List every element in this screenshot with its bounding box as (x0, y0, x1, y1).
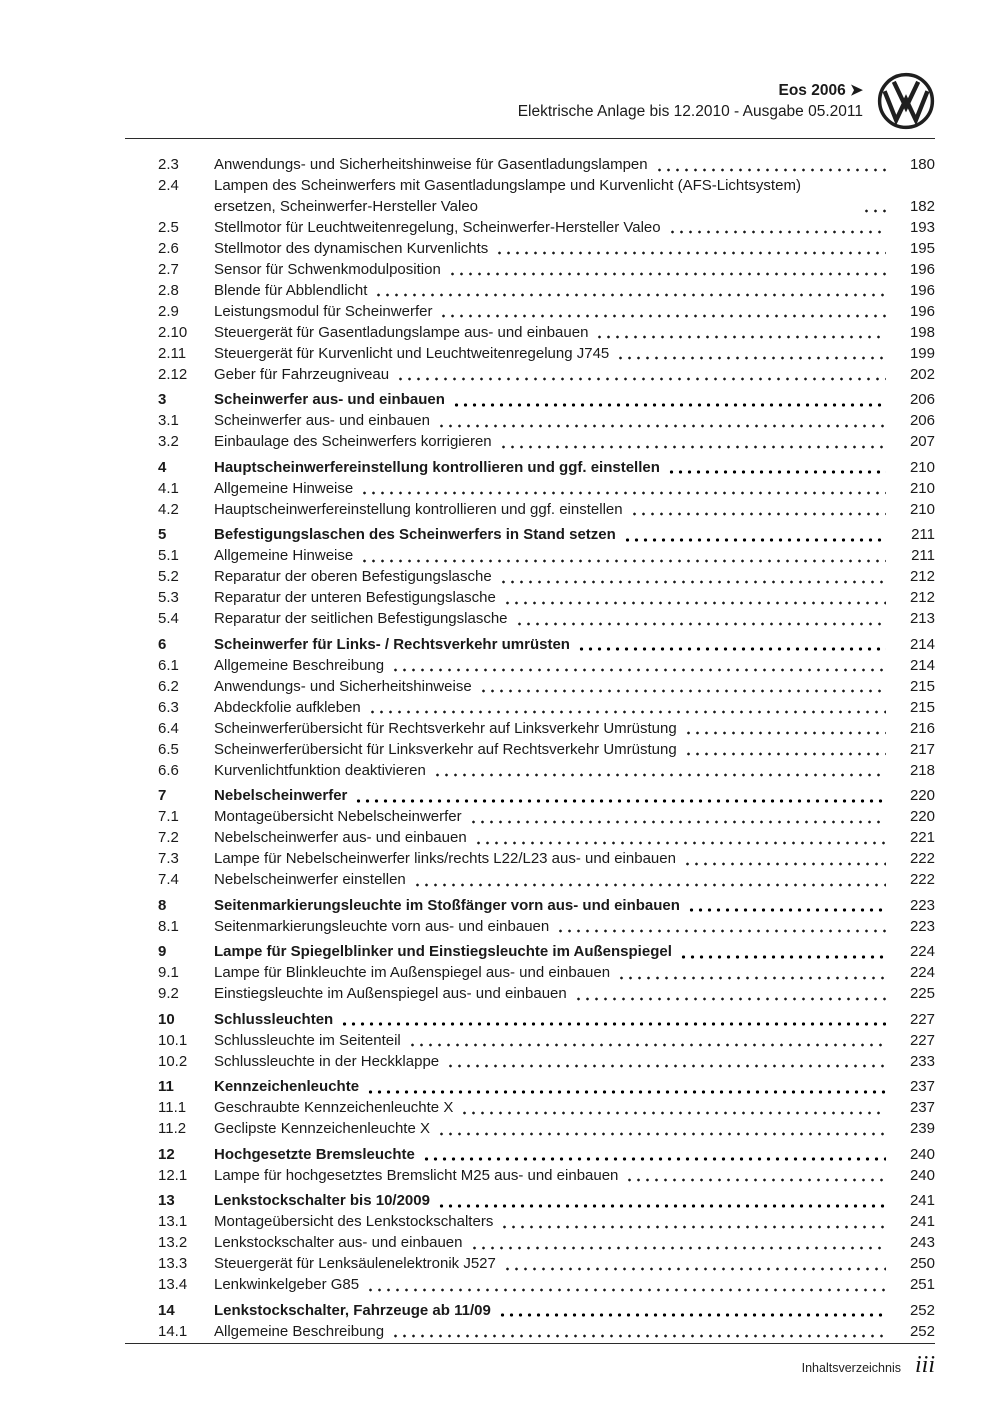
toc-entry-number: 6.2 (158, 677, 179, 695)
toc-entry-page: 217 (909, 740, 935, 758)
toc-entry-page: 252 (909, 1322, 935, 1340)
toc-entry-page: 237 (909, 1099, 935, 1116)
toc-entry-title: Nebelscheinwerfer aus- und einbauen (214, 829, 467, 846)
toc-entry-page: 211 (911, 526, 935, 543)
toc-entry (158, 719, 935, 740)
toc-entry-number: 5 (158, 526, 167, 543)
toc-entry-title: Befestigungslaschen des Scheinwerfers in Stand setzen (214, 526, 616, 543)
toc-entry-page: 207 (909, 433, 935, 450)
toc-entry (158, 390, 935, 411)
toc-entry-title: Scheinwerferübersicht für Rechtsverkehr auf Linksverkehr Umrüstung (214, 719, 677, 737)
toc-entry-page: 252 (909, 1301, 935, 1319)
toc-entry-number: 5.1 (158, 547, 179, 564)
dot-leader (630, 512, 886, 516)
toc-entry-title: Nebelscheinwerfer (214, 787, 348, 804)
toc-entry-number: 7.2 (158, 829, 179, 846)
toc-entry-title: Seitenmarkierungsleuchte im Stoßfänger vorn aus- und einbauen (214, 896, 680, 914)
toc-entry-page: 215 (909, 677, 935, 695)
toc-entry-page: 199 (909, 344, 935, 362)
toc-entry-number: 6.1 (158, 656, 179, 674)
toc-entry-title: Scheinwerferübersicht für Linksverkehr auf Rechtsverkehr Umrüstung (214, 740, 677, 758)
dot-leader (623, 538, 886, 542)
toc-entry-title: Reparatur der oberen Befestigungslasche (214, 568, 492, 585)
toc-entry (158, 281, 935, 302)
dot-leader (391, 668, 886, 672)
toc-entry-number: 13.3 (158, 1255, 188, 1272)
dot-leader (340, 1022, 886, 1026)
toc-entry-page: 216 (909, 719, 935, 737)
toc-entry-title: Schlussleuchte im Seitenteil (214, 1031, 401, 1049)
toc-entry (158, 963, 935, 984)
dot-leader (616, 356, 886, 360)
toc-entry (158, 411, 935, 432)
toc-entry-page: 237 (909, 1078, 935, 1095)
toc-entry-page: 220 (909, 787, 935, 804)
dot-leader (437, 1204, 886, 1208)
toc-entry (158, 635, 935, 656)
dot-leader (446, 1064, 886, 1068)
toc-entry (158, 365, 935, 386)
toc-entry (158, 432, 935, 453)
toc-entry-title: Lampe für Blinkleuchte im Außenspiegel aus- und einbauen (214, 964, 611, 981)
dot-leader (452, 403, 886, 407)
toc-entry-page: 250 (909, 1255, 935, 1272)
toc-entry (158, 677, 935, 698)
toc-entry-title: Montageübersicht des Lenkstockschalters (214, 1213, 494, 1230)
toc-entry-number: 2.7 (158, 260, 179, 278)
toc-entry-number: 4 (158, 458, 167, 476)
toc-entry-page: 224 (909, 964, 935, 981)
dot-leader (503, 1267, 886, 1271)
toc-entry-page: 233 (909, 1052, 935, 1070)
toc-entry-number: 6.6 (158, 761, 179, 779)
dot-leader (577, 647, 886, 651)
dot-leader (683, 862, 886, 866)
toc-entry-number: 3.1 (158, 412, 179, 429)
dot-leader (495, 251, 886, 255)
dot-leader (498, 1313, 886, 1317)
toc-entry (158, 942, 935, 963)
toc-entry-page: 221 (909, 829, 935, 846)
toc-entry (158, 1301, 935, 1322)
toc-entry (158, 1098, 935, 1119)
toc-entry-number: 2.3 (158, 156, 179, 173)
toc-entry-number: 10.1 (158, 1031, 188, 1049)
toc-entry-number: 2.5 (158, 218, 179, 236)
toc-entry-page: 225 (909, 985, 935, 1002)
toc-entry-title: Schlussleuchte in der Heckklappe (214, 1052, 440, 1070)
toc-entry-number: 6.5 (158, 740, 179, 758)
toc-entry-title: Stellmotor für Leuchtweitenregelung, Scheinwerfer-Hersteller Valeo (214, 218, 661, 236)
dot-leader (433, 773, 886, 777)
toc-entry-page: 213 (909, 610, 935, 627)
toc-entry (158, 870, 935, 891)
toc-entry-page: 222 (909, 850, 935, 867)
toc-entry-page: 198 (909, 323, 935, 341)
toc-entry-title: Scheinwerfer aus- und einbauen (214, 412, 430, 429)
toc-entry-page: 222 (909, 871, 935, 888)
toc-entry-title: Lampe für Spiegelblinker und Einstiegsleuchte im Außenspiegel (214, 943, 672, 960)
toc-entry-title: Lenkstockschalter, Fahrzeuge ab 11/09 (214, 1301, 491, 1319)
toc-entry-number: 9 (158, 943, 167, 960)
toc-entry-number: 4.2 (158, 500, 179, 518)
toc-entry-page: 240 (909, 1145, 935, 1163)
toc-entry-number: 13.4 (158, 1276, 188, 1293)
toc-entry (158, 1254, 935, 1275)
toc-entry-number: 12 (158, 1145, 175, 1163)
toc-entry (158, 849, 935, 870)
page-header (125, 72, 935, 139)
toc-entry-page: 241 (909, 1213, 935, 1230)
dot-leader (437, 1132, 886, 1136)
dot-leader (374, 293, 886, 297)
toc-entry-page: 193 (909, 218, 935, 236)
toc-entry (158, 1010, 935, 1031)
toc-entry-title: Allgemeine Beschreibung (214, 1322, 385, 1340)
dot-leader (617, 976, 886, 980)
toc-entry-number: 2.8 (158, 281, 179, 299)
toc-entry (158, 1031, 935, 1052)
toc-entry-title: Allgemeine Beschreibung (214, 656, 385, 674)
toc-entry-number: 2.4 (158, 177, 179, 194)
toc-entry-page: 211 (911, 547, 935, 564)
toc-entry-page: 195 (909, 239, 935, 257)
toc-entry (158, 546, 935, 567)
toc-entry-title: Anwendungs- und Sicherheitshinweise für Gasentladungslampen (214, 156, 648, 173)
dot-leader (668, 230, 886, 234)
toc-entry-page: 180 (909, 156, 935, 173)
toc-entry (158, 458, 935, 479)
toc-entry-number: 2.10 (158, 323, 188, 341)
toc-entry-number: 2.6 (158, 239, 179, 257)
toc-entry-page: 196 (909, 281, 935, 299)
toc-entry-number: 2.11 (158, 344, 187, 362)
toc-entry-number: 5.4 (158, 610, 179, 627)
toc-entry-title: Reparatur der unteren Befestigungslasche (214, 589, 496, 606)
toc-entry-title: Lenkstockschalter aus- und einbauen (214, 1234, 463, 1251)
dot-leader (391, 1334, 886, 1338)
toc-entry-page: 241 (909, 1192, 935, 1209)
toc-entry-number: 4.1 (158, 479, 179, 497)
toc-entry-title: Seitenmarkierungsleuchte vorn aus- und einbauen (214, 917, 550, 935)
toc-entry-page: 212 (909, 568, 935, 585)
toc-entry-title: Lampe für hochgesetztes Bremslicht M25 aus- und einbauen (214, 1166, 619, 1184)
dot-leader (499, 445, 886, 449)
toc-entry-page: 210 (909, 458, 935, 476)
toc-entry (158, 323, 935, 344)
toc-entry-title: Lenkstockschalter bis 10/2009 (214, 1192, 430, 1209)
toc-entry (158, 567, 935, 588)
toc-entry-title: Lampe für Nebelscheinwerfer links/rechts L22/L23 aus- und einbauen (214, 850, 676, 867)
dot-leader (413, 883, 886, 887)
toc-entry-title: Hauptscheinwerfereinstellung kontrollieren und ggf. einstellen (214, 500, 623, 518)
toc-entry-title: Stellmotor des dynamischen Kurvenlichts (214, 239, 489, 257)
toc-entry-number: 11.2 (158, 1120, 187, 1137)
toc-entry (158, 1052, 935, 1073)
toc-entry-title: Kurvenlichtfunktion deaktivieren (214, 761, 426, 779)
toc-entry (158, 1322, 935, 1343)
toc-entry-number: 10 (158, 1010, 175, 1028)
toc-entry-number: 10.2 (158, 1052, 188, 1070)
toc-entry (158, 609, 935, 630)
toc-entry (158, 786, 935, 807)
toc-entry-number: 6 (158, 635, 167, 653)
toc-entry (158, 740, 935, 761)
dot-leader (368, 710, 886, 714)
toc-entry-title: Sensor für Schwenkmodulposition (214, 260, 441, 278)
toc-entry (158, 588, 935, 609)
toc-entry-page: 212 (909, 589, 935, 606)
toc-entry (158, 1212, 935, 1233)
toc-entry-page: 210 (909, 479, 935, 497)
toc-entry (158, 1119, 935, 1140)
toc-entry-page: 220 (909, 808, 935, 825)
toc-entry-title: Hochgesetzte Bremsleuchte (214, 1145, 415, 1163)
toc-entry-title: Nebelscheinwerfer einstellen (214, 871, 406, 888)
header-model: Eos 2006 ➤ (778, 82, 863, 99)
dot-leader (437, 424, 886, 428)
toc-entry (158, 1233, 935, 1254)
dot-leader (500, 1225, 886, 1229)
vw-logo-icon (877, 72, 935, 130)
toc-entry-page: 210 (909, 500, 935, 518)
toc-entry-page: 251 (909, 1276, 935, 1293)
toc-entry-number: 3.2 (158, 433, 179, 450)
dot-leader (366, 1090, 886, 1094)
toc-entry-number: 8.1 (158, 917, 179, 935)
dot-leader (360, 491, 886, 495)
dot-leader (625, 1178, 886, 1182)
toc-entry-number: 5.2 (158, 568, 179, 585)
toc-entry-number: 12.1 (158, 1166, 188, 1184)
toc-entry-page: 227 (909, 1010, 935, 1028)
toc-entry-page: 243 (909, 1234, 935, 1251)
dot-leader (408, 1043, 886, 1047)
toc-list (125, 155, 935, 1343)
toc-entry-number: 2.12 (158, 365, 188, 383)
toc-entry (158, 1077, 935, 1098)
toc-entry-page: 214 (909, 656, 935, 674)
toc-entry (158, 1145, 935, 1166)
toc-entry-number: 11.1 (158, 1099, 187, 1116)
toc-entry-title: Einbaulage des Scheinwerfers korrigieren (214, 433, 492, 450)
toc-entry-title: Reparatur der seitlichen Befestigungslasche (214, 610, 508, 627)
toc-entry-title: Scheinwerfer aus- und einbauen (214, 391, 445, 408)
toc-entry-number: 7.1 (158, 808, 179, 825)
toc-entry-title: Hauptscheinwerfereinstellung kontrollieren und ggf. einstellen (214, 458, 660, 476)
toc-entry (158, 500, 935, 521)
toc-entry-page: 223 (909, 917, 935, 935)
toc-entry (158, 828, 935, 849)
toc-entry-page: 227 (909, 1031, 935, 1049)
toc-entry-title: Lampen des Scheinwerfers mit Gasentladungslampe und Kurvenlicht (AFS-Lichtsystem) ersetzen, Scheinwerfer-Hersteller Valeo (214, 177, 801, 215)
toc-entry-number: 11 (158, 1078, 174, 1095)
header-text (518, 80, 863, 122)
toc-entry-page: 214 (909, 635, 935, 653)
dot-leader (655, 168, 886, 172)
toc-entry (158, 917, 935, 938)
toc-entry-page: 206 (909, 412, 935, 429)
toc-entry (158, 984, 935, 1005)
toc-entry (158, 807, 935, 828)
toc-entry-number: 13.1 (158, 1213, 188, 1230)
toc-entry-number: 13 (158, 1192, 175, 1209)
toc-entry (158, 302, 935, 323)
toc-entry (158, 479, 935, 500)
dot-leader (479, 689, 886, 693)
toc-entry (158, 218, 935, 239)
toc-entry (158, 1191, 935, 1212)
dot-leader (503, 601, 886, 605)
toc-entry-page: 218 (909, 761, 935, 779)
toc-entry-number: 14 (158, 1301, 175, 1319)
toc-entry-page: 215 (909, 698, 935, 716)
dot-leader (469, 820, 886, 824)
dot-leader (474, 841, 886, 845)
toc-entry-page: 223 (909, 896, 935, 914)
toc-entry-title: Steuergerät für Lenksäulenelektronik J527 (214, 1255, 496, 1272)
toc-entry (158, 260, 935, 281)
toc-entry-page: 224 (909, 943, 935, 960)
toc-entry-page: 239 (909, 1120, 935, 1137)
toc-entry (158, 896, 935, 917)
toc-entry (158, 656, 935, 677)
toc-entry-title: Abdeckfolie aufkleben (214, 698, 361, 716)
dot-leader (360, 559, 886, 563)
toc-entry-page: 196 (909, 302, 935, 320)
toc-entry (158, 344, 935, 365)
toc-entry (158, 698, 935, 719)
toc-entry-title: Geschraubte Kennzeichenleuchte X (214, 1099, 454, 1116)
toc-entry-title: Geclipste Kennzeichenleuchte X (214, 1120, 430, 1137)
toc-entry-number: 7.3 (158, 850, 179, 867)
dot-leader (470, 1246, 887, 1250)
toc-entry (158, 1275, 935, 1296)
toc-entry-number: 5.3 (158, 589, 179, 606)
page-footer (125, 1343, 935, 1379)
dot-leader (499, 580, 886, 584)
dot-leader (460, 1111, 886, 1115)
toc-entry-page: 182 (909, 197, 935, 215)
toc-entry-number: 8 (158, 896, 167, 914)
toc-entry-number: 6.3 (158, 698, 179, 716)
toc-entry-page: 206 (909, 391, 935, 408)
toc-entry-number: 7 (158, 787, 167, 804)
toc-entry-title: Steuergerät für Kurvenlicht und Leuchtweitenregelung J745 (214, 344, 610, 362)
dot-leader (595, 335, 886, 339)
toc-entry-title: Schlussleuchten (214, 1010, 334, 1028)
toc-entry (158, 761, 935, 782)
toc-entry-number: 9.2 (158, 985, 179, 1002)
toc-entry-page: 196 (909, 260, 935, 278)
toc-entry-number: 13.2 (158, 1234, 188, 1251)
toc-entry-title: Allgemeine Hinweise (214, 479, 354, 497)
toc-entry-title: Steuergerät für Gasentladungslampe aus- und einbauen (214, 323, 589, 341)
dot-leader (679, 955, 886, 959)
toc-entry-number: 9.1 (158, 964, 179, 981)
toc-entry-title: Leistungsmodul für Scheinwerfer (214, 302, 433, 320)
dot-leader (667, 470, 886, 474)
toc-entry-number: 3 (158, 391, 167, 408)
toc-entry (158, 155, 935, 176)
toc-entry (158, 176, 935, 217)
dot-leader (439, 314, 886, 318)
footer-page-number: iii (914, 1351, 935, 1378)
dot-leader (448, 272, 886, 276)
toc-entry-number: 2.9 (158, 302, 179, 320)
dot-leader (366, 1288, 886, 1292)
toc-entry-title: Kennzeichenleuchte (214, 1078, 360, 1095)
dot-leader (684, 752, 886, 756)
toc-entry-title: Montageübersicht Nebelscheinwerfer (214, 808, 462, 825)
toc-entry-page: 202 (909, 365, 935, 383)
toc-entry-number: 7.4 (158, 871, 179, 888)
toc-entry (158, 1166, 935, 1187)
toc-entry-title: Allgemeine Hinweise (214, 547, 354, 564)
toc-entry-title: Geber für Fahrzeugniveau (214, 365, 390, 383)
header-subtitle: Elektrische Anlage bis 12.2010 - Ausgabe 05.2011 (517, 103, 863, 120)
dot-leader (574, 997, 886, 1001)
toc-entry-title: Scheinwerfer für Links- / Rechtsverkehr umrüsten (214, 635, 570, 653)
toc-entry (158, 525, 935, 546)
dot-leader (684, 731, 886, 735)
toc-entry-title: Einstiegsleuchte im Außenspiegel aus- und einbauen (214, 985, 567, 1002)
footer-section-label: Inhaltsverzeichnis (801, 1360, 901, 1375)
dot-leader (862, 209, 886, 213)
toc-entry-title: Blende für Abblendlicht (214, 281, 368, 299)
dot-leader (556, 929, 886, 933)
toc-entry-title: Anwendungs- und Sicherheitshinweise (214, 677, 472, 695)
dot-leader (354, 799, 886, 803)
toc-entry (158, 239, 935, 260)
dot-leader (515, 622, 886, 626)
toc-entry-page: 240 (909, 1166, 935, 1184)
dot-leader (396, 377, 886, 381)
toc-entry-number: 6.4 (158, 719, 179, 737)
toc-entry-title: Lenkwinkelgeber G85 (214, 1276, 360, 1293)
toc-entry-number: 14.1 (158, 1322, 188, 1340)
dot-leader (687, 908, 886, 912)
dot-leader (422, 1157, 886, 1161)
